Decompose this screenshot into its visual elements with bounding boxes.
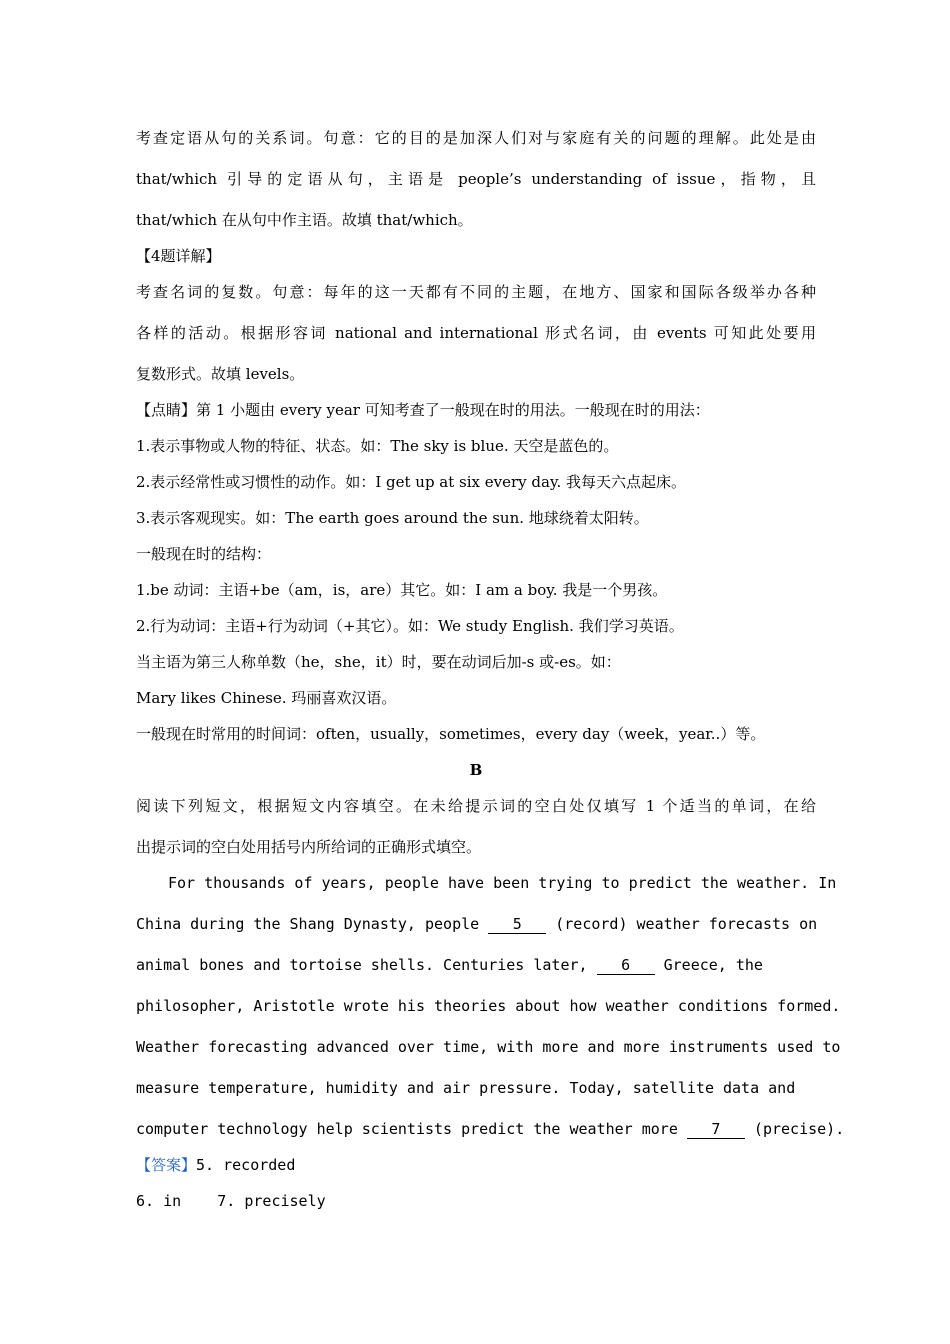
tip-structure-heading: 一般现在时的结构： (136, 545, 272, 563)
passage-line-7-end: (precise). (744, 1120, 845, 1138)
tip-usage-1: 1.表示事物或人物的特征、状态。如：The sky is blue. 天空是蓝色的。 (136, 437, 619, 455)
q4-heading: 【4题详解】 (136, 247, 221, 265)
tip-usage-3: 3.表示客观现实。如：The earth goes around the sun. 地球绕着太阳转。 (136, 509, 649, 527)
passage-line-3-end: Greece, the (654, 956, 763, 974)
tip-intro: 【点睛】第 1 小题由 every year 可知考查了一般现在时的用法。一般现在时的用法： (136, 401, 710, 419)
q4-line-1: 考查名词的复数。句意：每年的这一天都有不同的主题，在地方、国家和国际各级举办各种 (136, 283, 816, 301)
answer-5: 5. recorded (196, 1156, 296, 1174)
passage-line-2-end: (record) weather forecasts on (546, 915, 818, 933)
passage-line-4: philosopher, Aristotle wrote his theories about how weather conditions formed. (136, 997, 841, 1015)
section-b-instruction-1: 阅读下列短文，根据短文内容填空。在未给提示词的空白处仅填写 1 个适当的单词，在给 (136, 797, 816, 815)
answer-tag: 【答案】 (136, 1156, 197, 1174)
answer-line-1 (136, 1155, 295, 1175)
explanation-line-3: that/which 在从句中作主语。故填 that/which。 (136, 211, 473, 229)
tip-time-words: 一般现在时常用的时间词：often，usually，sometimes，every day（week，year..）等。 (136, 725, 766, 743)
q4-line-2: 各样的活动。根据形容词 national and international 形式名词，由 events 可知此处要用 (136, 324, 816, 342)
q4-line-3: 复数形式。故填 levels。 (136, 365, 305, 383)
explanation-line-2: that/which 引导的定语从句，主语是 people’s understanding of issue，指物，且 (136, 170, 816, 188)
passage-line-1: For thousands of years, people have been trying to predict the weather. In (168, 874, 837, 892)
blank-7: 7 (687, 1121, 745, 1139)
passage-line-2 (136, 914, 817, 934)
tip-third-person: 当主语为第三人称单数（he，she，it）时，要在动词后加-s 或-es。如： (136, 653, 621, 671)
blank-6: 6 (597, 957, 655, 975)
passage-line-3 (136, 955, 763, 975)
tip-example: Mary likes Chinese. 玛丽喜欢汉语。 (136, 689, 397, 707)
passage-line-6: measure temperature, humidity and air pressure. Today, satellite data and (136, 1079, 796, 1097)
tip-structure-2: 2.行为动词：主语+行为动词（+其它）。如：We study English. 我们学习英语。 (136, 617, 684, 635)
passage-line-7 (136, 1119, 844, 1139)
blank-5: 5 (488, 916, 546, 934)
section-b-title: B (469, 761, 483, 779)
tip-usage-2: 2.表示经常性或习惯性的动作。如：I get up at six every day. 我每天六点起床。 (136, 473, 686, 491)
section-b-instruction-2: 出提示词的空白处用括号内所给词的正确形式填空。 (136, 838, 482, 856)
passage-line-5: Weather forecasting advanced over time, with more and more instruments used to (136, 1038, 841, 1056)
passage-line-3-start: animal bones and tortoise shells. Centuries later, (136, 956, 597, 974)
passage-line-2-start: China during the Shang Dynasty, people (136, 915, 489, 933)
explanation-line-1: 考查定语从句的关系词。句意：它的目的是加深人们对与家庭有关的问题的理解。此处是由 (136, 129, 816, 147)
answer-line-2: 6. in 7. precisely (136, 1192, 326, 1210)
passage-line-7-start: computer technology help scientists predict the weather more (136, 1120, 687, 1138)
tip-structure-1: 1.be 动词：主语+be（am，is，are）其它。如：I am a boy. 我是一个男孩。 (136, 581, 668, 599)
